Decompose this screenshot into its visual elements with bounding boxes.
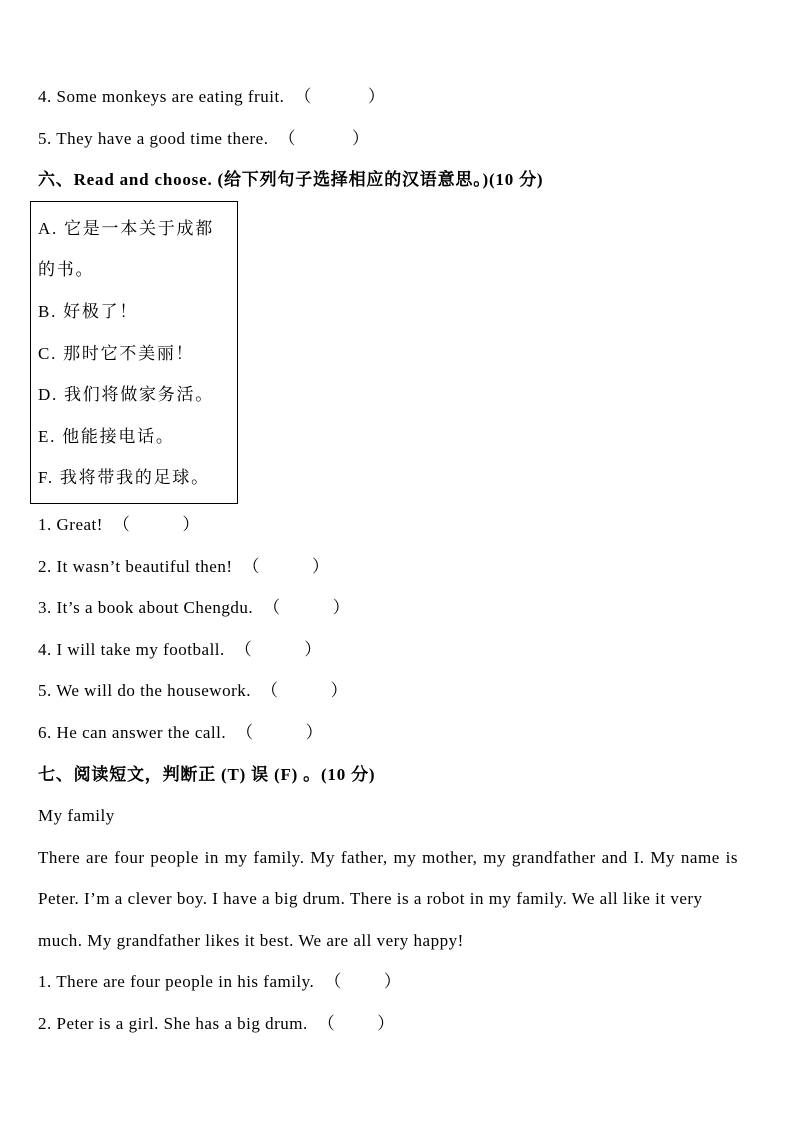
- blank-open-paren: （: [112, 514, 131, 534]
- question-text: 2. It wasn’t beautiful then!: [38, 556, 233, 576]
- question-text: 1. There are four people in his family.: [38, 972, 315, 992]
- blank-close-paren: ）: [182, 514, 200, 534]
- blank-space: [252, 654, 304, 655]
- choice-line: A. 它是一本关于成都: [38, 218, 215, 238]
- blank-close-paren: ）: [312, 556, 330, 576]
- passage-title: My family: [38, 806, 115, 826]
- blank-close-paren: ）: [351, 128, 370, 148]
- question-text: 1. Great!: [38, 514, 103, 534]
- question-text: 4. Some monkeys are eating fruit.: [38, 87, 285, 106]
- blank-space: [281, 612, 333, 613]
- question-text: 5. They have a good time there.: [38, 128, 269, 148]
- question-text: 3. It’s a book about Chengdu.: [38, 598, 254, 618]
- choice-line: D. 我们将做家务活。: [38, 385, 215, 405]
- blank-space: [312, 101, 368, 102]
- answer-blank: [253, 598, 350, 617]
- blank-space: [296, 143, 352, 144]
- blank-open-paren: （: [294, 87, 312, 106]
- question-line: [38, 118, 738, 160]
- blank-open-paren: （: [261, 681, 279, 701]
- choice-line: F. 我将带我的足球。: [38, 468, 210, 488]
- blank-open-paren: （: [263, 598, 281, 618]
- question-text: 4. I will take my football.: [38, 639, 225, 659]
- choice-line: E. 他能接电话。: [38, 426, 175, 446]
- question-line: [38, 670, 738, 712]
- choice-box: [30, 201, 238, 504]
- blank-space: [335, 1028, 377, 1029]
- choice-line: B. 好极了！: [38, 301, 139, 321]
- question-line: [38, 76, 738, 118]
- passage-line: much. My grandfather likes it best. We are all very happy!: [38, 930, 464, 950]
- blank-open-paren: （: [278, 128, 296, 148]
- section-six-heading: 六、Read and choose. (给下列句子选择相应的汉语意思。)(10 分): [38, 170, 544, 190]
- passage-line: Peter. I’m a clever boy. I have a big drum. There is a robot in my family. We all like it very: [38, 889, 703, 909]
- answer-blank: [314, 972, 401, 991]
- answer-blank: [308, 1014, 395, 1033]
- blank-close-paren: ）: [332, 598, 351, 618]
- answer-blank: [225, 640, 322, 659]
- blank-close-paren: ）: [304, 639, 322, 659]
- question-line: [38, 1003, 738, 1045]
- blank-close-paren: ）: [383, 972, 402, 992]
- section-seven-heading: 七、阅读短文，判断正 (T) 误 (F) 。(10 分): [38, 764, 376, 784]
- blank-space: [260, 571, 312, 572]
- blank-space: [279, 695, 331, 696]
- blank-close-paren: ）: [330, 681, 348, 701]
- question-line: [38, 961, 738, 1003]
- question-line: [38, 587, 738, 629]
- blank-space: [130, 529, 182, 530]
- answer-blank: [233, 557, 330, 576]
- blank-open-paren: （: [317, 1014, 336, 1034]
- question-line: [38, 546, 738, 588]
- blank-open-paren: （: [234, 639, 253, 659]
- blank-close-paren: ）: [377, 1014, 395, 1034]
- choice-line: 的书。: [38, 260, 95, 280]
- answer-blank: [226, 723, 323, 742]
- blank-close-paren: ）: [367, 87, 386, 106]
- blank-space: [254, 737, 306, 738]
- question-line: [38, 504, 738, 546]
- blank-open-paren: （: [242, 556, 261, 576]
- blank-close-paren: ）: [305, 722, 324, 742]
- blank-open-paren: （: [324, 972, 342, 992]
- choice-line: C. 那时它不美丽！: [38, 343, 195, 363]
- question-line: [38, 629, 738, 671]
- question-text: 5. We will do the housework.: [38, 681, 251, 701]
- question-text: 2. Peter is a girl. She has a big drum.: [38, 1014, 308, 1034]
- answer-blank: [103, 515, 200, 534]
- blank-open-paren: （: [236, 722, 254, 742]
- answer-blank: [284, 87, 385, 106]
- question-line: [38, 712, 738, 754]
- passage-line: There are four people in my family. My father, my mother, my grandfather and I. My name is: [38, 847, 738, 867]
- blank-space: [342, 986, 384, 987]
- question-text: 6. He can answer the call.: [38, 722, 227, 742]
- answer-blank: [251, 681, 348, 700]
- answer-blank: [268, 129, 369, 148]
